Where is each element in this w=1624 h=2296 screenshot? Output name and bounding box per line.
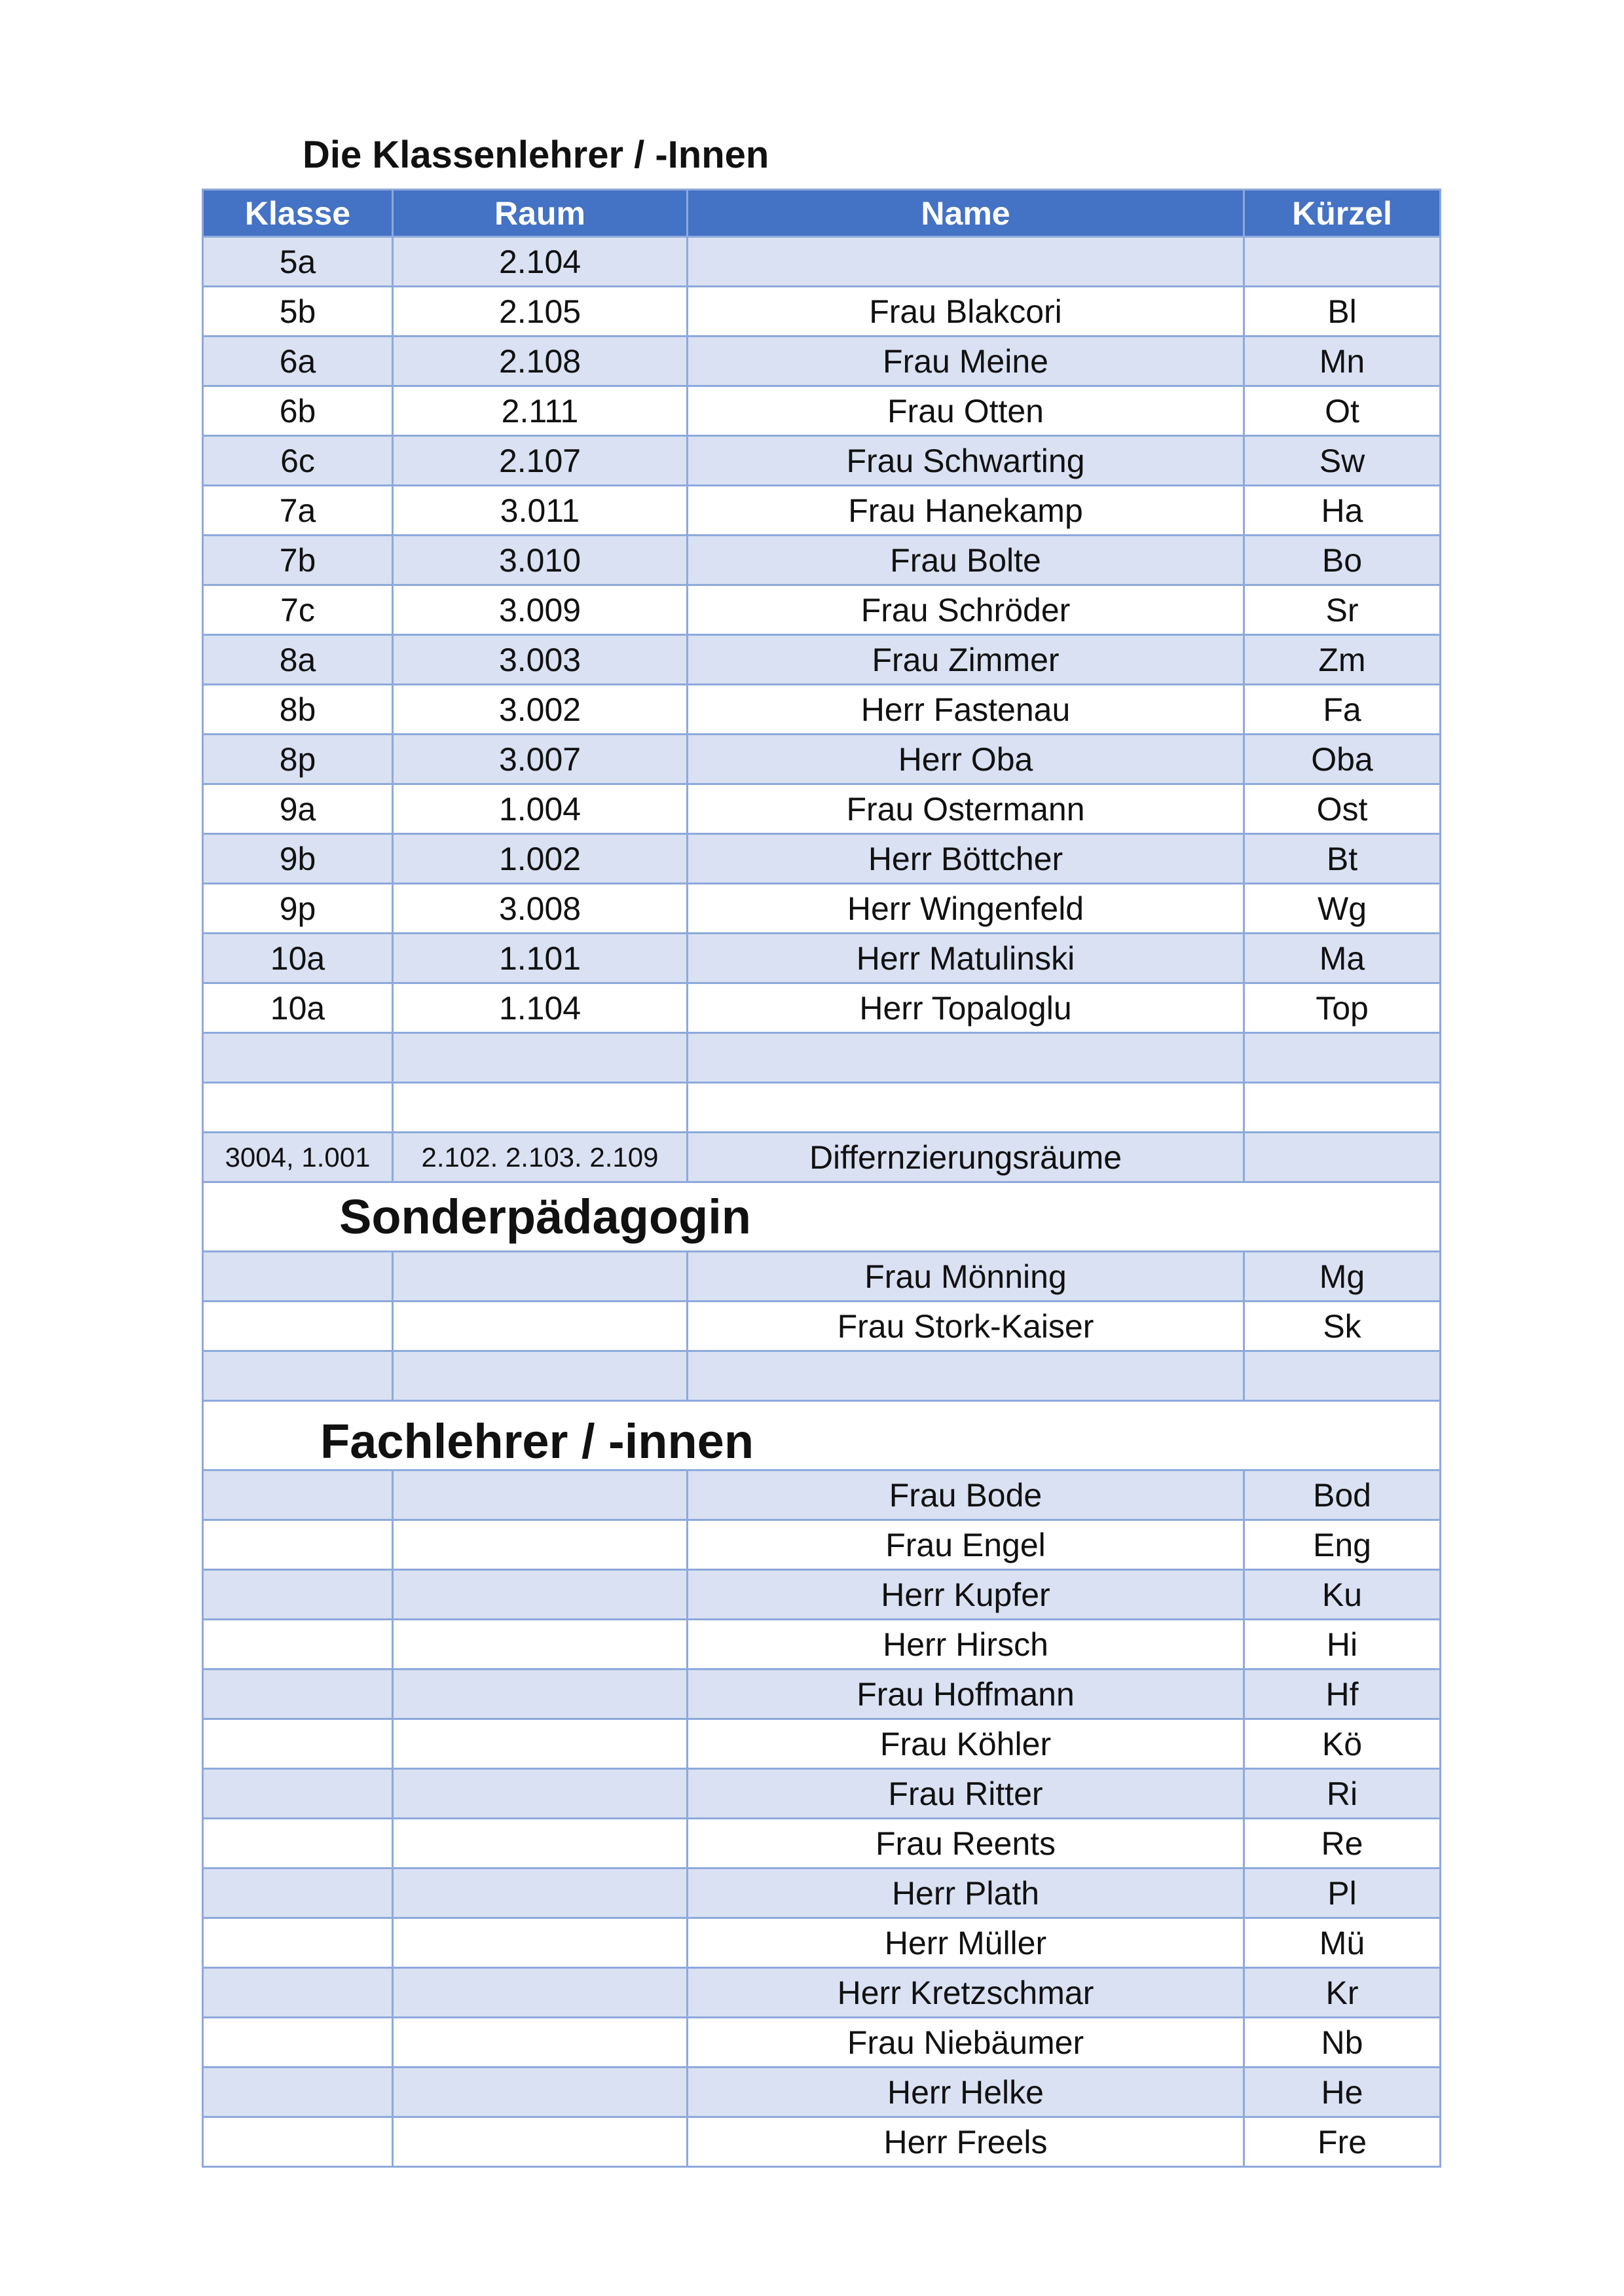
empty-cell	[203, 1769, 393, 1819]
kuerzel-cell: Ma	[1244, 934, 1441, 983]
class-teacher-row	[203, 237, 1441, 287]
name-cell: Herr Böttcher	[688, 834, 1244, 884]
kuerzel-cell: Ku	[1244, 1570, 1441, 1620]
klasse-cell: 6a	[203, 337, 393, 386]
name-cell: Frau Ostermann	[688, 784, 1244, 834]
empty-cell	[203, 1520, 393, 1570]
empty-cell	[203, 1719, 393, 1769]
empty-cell	[203, 1620, 393, 1669]
klasse-cell: 9p	[203, 884, 393, 934]
empty-cell	[393, 1520, 688, 1570]
name-cell: Frau Hanekamp	[688, 486, 1244, 536]
header-raum: Raum	[393, 190, 688, 237]
name-cell: Herr Kretzschmar	[688, 1968, 1244, 2018]
class-teacher-row	[203, 884, 1441, 934]
raum-cell: 3.009	[393, 585, 688, 635]
header-klasse: Klasse	[203, 190, 393, 237]
raum-cell: 2.111	[393, 386, 688, 436]
class-teacher-row	[203, 337, 1441, 386]
teacher-table	[202, 189, 1441, 2168]
empty-cell	[393, 2018, 688, 2068]
empty-row	[203, 1351, 1441, 1401]
name-cell: Frau Ritter	[688, 1769, 1244, 1819]
raum-cell: 2.108	[393, 337, 688, 386]
kuerzel-cell: Ha	[1244, 486, 1441, 536]
name-cell: Frau Stork-Kaiser	[688, 1302, 1244, 1351]
fach-row	[203, 2018, 1441, 2068]
empty-cell	[393, 1570, 688, 1620]
empty-cell	[203, 1302, 393, 1351]
class-teacher-row	[203, 486, 1441, 536]
klasse-cell: 9b	[203, 834, 393, 884]
kuerzel-cell: Mg	[1244, 1252, 1441, 1302]
raum-cell: 1.004	[393, 784, 688, 834]
name-cell: Herr Oba	[688, 735, 1244, 784]
klasse-cell: 5a	[203, 237, 393, 287]
empty-row	[203, 1033, 1441, 1083]
class-teacher-row	[203, 287, 1441, 337]
fach-row	[203, 1719, 1441, 1769]
name-cell	[688, 237, 1244, 287]
name-cell: Herr Freels	[688, 2117, 1244, 2167]
kuerzel-cell: Zm	[1244, 635, 1441, 685]
empty-cell	[393, 1252, 688, 1302]
kuerzel-cell: Bt	[1244, 834, 1441, 884]
empty-cell	[203, 1570, 393, 1620]
fach-row	[203, 1570, 1441, 1620]
raum-cell: 3.011	[393, 486, 688, 536]
empty-cell	[393, 1769, 688, 1819]
name-cell: Frau Köhler	[688, 1719, 1244, 1769]
empty-cell	[203, 1470, 393, 1520]
klasse-cell: 8a	[203, 635, 393, 685]
kuerzel-cell: Wg	[1244, 884, 1441, 934]
name-cell: Herr Matulinski	[688, 934, 1244, 983]
kuerzel-cell: Eng	[1244, 1520, 1441, 1570]
empty-cell	[203, 1083, 393, 1133]
empty-cell	[393, 1620, 688, 1669]
empty-cell	[393, 1351, 688, 1401]
kuerzel-cell: Mn	[1244, 337, 1441, 386]
fach-row	[203, 1669, 1441, 1719]
klasse-cell: 5b	[203, 287, 393, 337]
name-cell: Herr Kupfer	[688, 1570, 1244, 1620]
kuerzel-cell: Hf	[1244, 1669, 1441, 1719]
kuerzel-cell: Bod	[1244, 1470, 1441, 1520]
kuerzel-cell: Bo	[1244, 536, 1441, 585]
empty-cell	[1244, 1351, 1441, 1401]
header-name: Name	[688, 190, 1244, 237]
name-cell: Frau Bolte	[688, 536, 1244, 585]
kuerzel-cell: Ri	[1244, 1769, 1441, 1819]
class-teacher-row	[203, 934, 1441, 983]
klasse-cell: 7b	[203, 536, 393, 585]
kuerzel-cell: Re	[1244, 1819, 1441, 1868]
klasse-cell: 8p	[203, 735, 393, 784]
empty-cell	[203, 2117, 393, 2167]
kuerzel-cell: Nb	[1244, 2018, 1441, 2068]
name-cell: Frau Hoffmann	[688, 1669, 1244, 1719]
name-cell: Frau Niebäumer	[688, 2018, 1244, 2068]
raum-cell: 1.101	[393, 934, 688, 983]
empty-cell	[393, 1868, 688, 1918]
sonder-heading-row	[203, 1182, 1441, 1252]
raum-cell: 2.105	[393, 287, 688, 337]
raum-cell: 3.010	[393, 536, 688, 585]
empty-cell	[393, 2068, 688, 2117]
kuerzel-cell: Kr	[1244, 1968, 1441, 2018]
kuerzel-cell: Fre	[1244, 2117, 1441, 2167]
fach-heading-row	[203, 1401, 1441, 1470]
raum-cell: 3.007	[393, 735, 688, 784]
empty-cell	[393, 2117, 688, 2167]
empty-cell	[393, 1033, 688, 1083]
klasse-cell: 10a	[203, 934, 393, 983]
kuerzel-cell: Top	[1244, 983, 1441, 1033]
class-teacher-row	[203, 436, 1441, 486]
name-cell: Frau Bode	[688, 1470, 1244, 1520]
sonder-row	[203, 1302, 1441, 1351]
kuerzel-cell: Mü	[1244, 1918, 1441, 1968]
fach-row	[203, 1520, 1441, 1570]
name-cell: Frau Engel	[688, 1520, 1244, 1570]
kuerzel-cell: Sw	[1244, 436, 1441, 486]
name-cell: Herr Hirsch	[688, 1620, 1244, 1669]
empty-cell	[688, 1083, 1244, 1133]
class-teacher-row	[203, 635, 1441, 685]
kuerzel-cell: Oba	[1244, 735, 1441, 784]
kuerzel-cell: Fa	[1244, 685, 1441, 735]
name-cell: Herr Plath	[688, 1868, 1244, 1918]
kuerzel-cell: Pl	[1244, 1868, 1441, 1918]
kuerzel-cell: Sk	[1244, 1302, 1441, 1351]
name-cell: Herr Helke	[688, 2068, 1244, 2117]
sonder-heading: Sonderpädagogin	[203, 1182, 1441, 1252]
empty-cell	[393, 1669, 688, 1719]
empty-cell	[203, 1669, 393, 1719]
empty-cell	[1244, 1033, 1441, 1083]
klasse-cell: 10a	[203, 983, 393, 1033]
class-teacher-row	[203, 784, 1441, 834]
fach-heading: Fachlehrer / -innen	[203, 1401, 1441, 1470]
empty-cell	[203, 1968, 393, 2018]
empty-cell	[393, 1719, 688, 1769]
header-kuerzel: Kürzel	[1244, 190, 1441, 237]
fach-row	[203, 1868, 1441, 1918]
fach-row	[203, 1968, 1441, 2018]
name-cell: Frau Mönning	[688, 1252, 1244, 1302]
name-cell: Frau Otten	[688, 386, 1244, 436]
empty-cell	[393, 1918, 688, 1968]
empty-cell	[393, 1083, 688, 1133]
header-row	[203, 190, 1441, 237]
empty-cell	[688, 1033, 1244, 1083]
fach-row	[203, 2068, 1441, 2117]
empty-cell	[203, 1252, 393, 1302]
diff-rooms-a: 3004, 1.001	[203, 1133, 393, 1182]
raum-cell: 3.008	[393, 884, 688, 934]
klasse-cell: 6c	[203, 436, 393, 486]
diff-rooms-b: 2.102. 2.103. 2.109	[393, 1133, 688, 1182]
kuerzel-cell: Ost	[1244, 784, 1441, 834]
klasse-cell: 6b	[203, 386, 393, 436]
name-cell: Herr Müller	[688, 1918, 1244, 1968]
sonder-row	[203, 1252, 1441, 1302]
diff-rooms-label: Differnzierungsräume	[688, 1133, 1244, 1182]
name-cell: Herr Fastenau	[688, 685, 1244, 735]
name-cell: Herr Topaloglu	[688, 983, 1244, 1033]
name-cell: Frau Blakcori	[688, 287, 1244, 337]
class-teacher-row	[203, 983, 1441, 1033]
empty-cell	[203, 1918, 393, 1968]
kuerzel-cell: Kö	[1244, 1719, 1441, 1769]
raum-cell: 1.002	[393, 834, 688, 884]
fach-row	[203, 2117, 1441, 2167]
kuerzel-cell: He	[1244, 2068, 1441, 2117]
klasse-cell: 7c	[203, 585, 393, 635]
empty-cell	[1244, 1083, 1441, 1133]
class-teacher-row	[203, 585, 1441, 635]
diff-rooms-row	[203, 1133, 1441, 1182]
kuerzel-cell: Hi	[1244, 1620, 1441, 1669]
class-teacher-row	[203, 536, 1441, 585]
name-cell: Frau Schröder	[688, 585, 1244, 635]
kuerzel-cell: Sr	[1244, 585, 1441, 635]
empty-cell	[203, 2018, 393, 2068]
empty-cell	[393, 1302, 688, 1351]
page-title: Die Klassenlehrer / -Innen	[303, 134, 769, 176]
fach-row	[203, 1918, 1441, 1968]
raum-cell: 2.107	[393, 436, 688, 486]
raum-cell: 3.002	[393, 685, 688, 735]
empty-row	[203, 1083, 1441, 1133]
class-teacher-row	[203, 386, 1441, 436]
empty-cell	[203, 2068, 393, 2117]
klasse-cell: 9a	[203, 784, 393, 834]
empty-cell	[203, 1868, 393, 1918]
klasse-cell: 7a	[203, 486, 393, 536]
empty-cell	[203, 1819, 393, 1868]
name-cell: Frau Reents	[688, 1819, 1244, 1868]
kuerzel-cell: Ot	[1244, 386, 1441, 436]
fach-row	[203, 1819, 1441, 1868]
raum-cell: 1.104	[393, 983, 688, 1033]
klasse-cell: 8b	[203, 685, 393, 735]
class-teacher-row	[203, 834, 1441, 884]
empty-cell	[203, 1033, 393, 1083]
kuerzel-cell	[1244, 237, 1441, 287]
name-cell: Herr Wingenfeld	[688, 884, 1244, 934]
name-cell: Frau Meine	[688, 337, 1244, 386]
name-cell: Frau Schwarting	[688, 436, 1244, 486]
raum-cell: 3.003	[393, 635, 688, 685]
raum-cell: 2.104	[393, 237, 688, 287]
empty-cell	[393, 1470, 688, 1520]
empty-cell	[1244, 1133, 1441, 1182]
empty-cell	[393, 1819, 688, 1868]
fach-row	[203, 1620, 1441, 1669]
empty-cell	[393, 1968, 688, 2018]
class-teacher-row	[203, 735, 1441, 784]
empty-cell	[688, 1351, 1244, 1401]
fach-row	[203, 1769, 1441, 1819]
kuerzel-cell: Bl	[1244, 287, 1441, 337]
name-cell: Frau Zimmer	[688, 635, 1244, 685]
class-teacher-row	[203, 685, 1441, 735]
fach-row	[203, 1470, 1441, 1520]
empty-cell	[203, 1351, 393, 1401]
